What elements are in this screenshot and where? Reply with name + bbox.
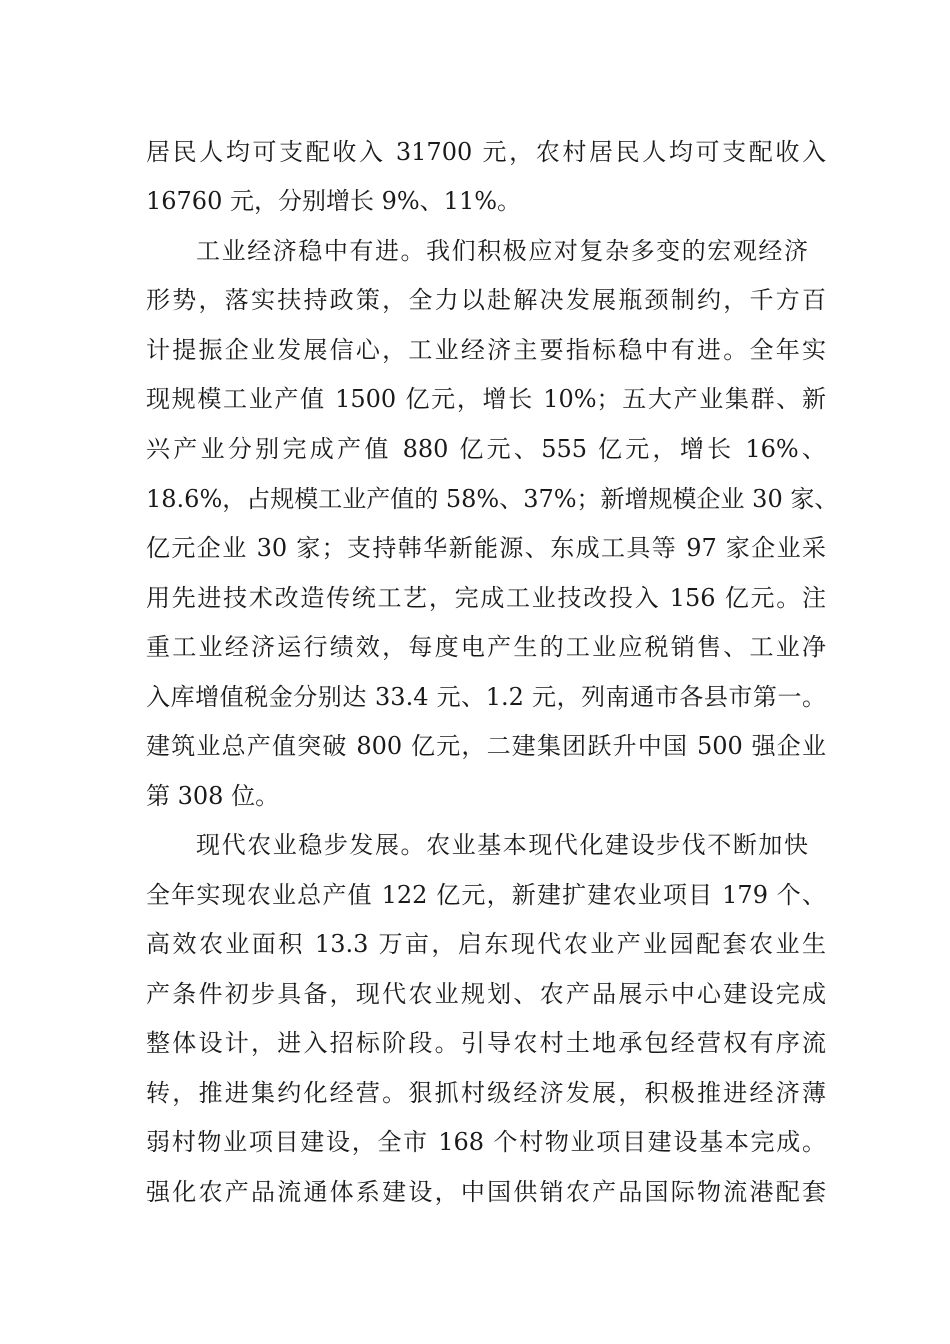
paragraph-heading-line: 工业经济稳中有进。我们积极应对复杂多变的宏观经济 [196,237,808,265]
text-line: 整体设计，进入招标阶段。引导农村土地承包经营权有序流 [146,1029,826,1057]
text-line: 形势，落实扶持政策，全力以赴解决发展瓶颈制约，千方百 [146,286,826,314]
text-line: 建筑业总产值突破 800 亿元，二建集团跃升中国 500 强企业 [146,732,826,760]
text-line: 第 308 位。 [146,782,280,810]
text-line: 转，推进集约化经营。狠抓村级经济发展，积极推进经济薄 [146,1079,826,1107]
text-line: 兴产业分别完成产值 880 亿元、555 亿元，增长 16%、 [146,435,826,463]
text-line: 现规模工业产值 1500 亿元，增长 10%；五大产业集群、新 [146,385,826,413]
text-line: 计提振企业发展信心，工业经济主要指标稳中有进。全年实 [146,336,826,364]
text-line: 全年实现农业总产值 122 亿元，新建扩建农业项目 179 个、 [146,881,826,909]
text-line: 18.6%，占规模工业产值的 58%、37%；新增规模企业 30 家、 [146,485,839,513]
text-line: 16760 元，分别增长 9%、11%。 [146,187,522,215]
text-line: 入库增值税金分别达 33.4 元、1.2 元，列南通市各县市第一。 [146,683,826,711]
text-line: 居民人均可支配收入 31700 元，农村居民人均可支配收入 [146,138,826,166]
text-line: 强化农产品流通体系建设，中国供销农产品国际物流港配套 [146,1178,826,1206]
text-line: 弱村物业项目建设，全市 168 个村物业项目建设基本完成。 [146,1128,826,1156]
text-line: 产条件初步具备，现代农业规划、农产品展示中心建设完成 [146,980,826,1008]
text-line: 亿元企业 30 家；支持韩华新能源、东成工具等 97 家企业采 [146,534,826,562]
text-line: 重工业经济运行绩效，每度电产生的工业应税销售、工业净 [146,633,826,661]
text-line: 高效农业面积 13.3 万亩，启东现代农业产业园配套农业生 [146,930,826,958]
text-line: 用先进技术改造传统工艺，完成工业技改投入 156 亿元。注 [146,584,826,612]
paragraph-heading-line: 现代农业稳步发展。农业基本现代化建设步伐不断加快 [196,831,808,859]
